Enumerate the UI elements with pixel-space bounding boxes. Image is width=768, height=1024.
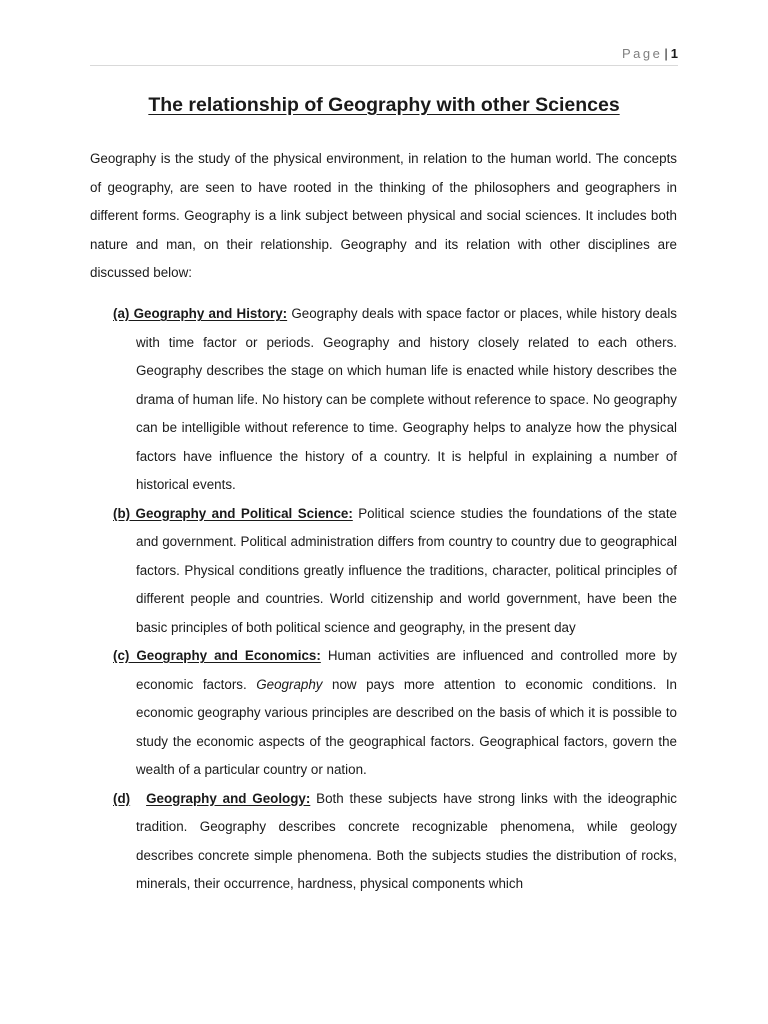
item-text: Geography deals with space factor or places, while history deals with time factor or periods. Geography and history closely related to each others. Geography describes the stage on which human life is enacted while history describes the drama of human life. No history can be complete without reference to space. No geography can be intelligible without reference to time. Geography helps to analyze how the physical factors have influence the history of a country. It is helpful in explaining a number of historical events. (136, 306, 677, 492)
item-text: Both these subjects have strong links with the ideographic tradition. Geography describes concrete recognizable phenomena, while geology describes concrete simple phenomena. Both the subjects studies the distribution of rocks, minerals, their occurrence, hardness, physical components which (136, 790, 677, 891)
list-item-political-science (90, 500, 677, 643)
page-label: Page (622, 46, 663, 61)
page-number: 1 (670, 46, 678, 61)
item-text: Human activities are influenced and controlled more by economic factors. (136, 648, 678, 692)
list-item-history (90, 300, 677, 500)
item-italic-word: Geography (256, 676, 323, 692)
item-text: Political science studies the foundations of the state and government. Political administration differs from country to country due to geographical factors. Physical conditions greatly influence the traditions, character, political principles of different people and countries. World citizenship and world government, have been the basic principles of both political science and geography, in the present day (136, 505, 677, 635)
page-header (90, 46, 678, 66)
item-label: (d) (113, 790, 131, 806)
item-heading: (a) Geography and History: (113, 306, 288, 321)
list-item-geology (90, 785, 677, 899)
page-separator: | (664, 46, 668, 61)
item-heading: (b) Geography and Political Science: (113, 505, 353, 521)
intro-paragraph: Geography is the study of the physical environment, in relation to the human world. The concepts of geography, are seen to have rooted in the thinking of the philosophers and geographers in different forms. Geography is a link subject between physical and social sciences. It includes both nature and man, on their relationship. Geography and its relation with other disciplines are discussed below: (90, 151, 677, 280)
list-item-economics (90, 642, 677, 785)
discipline-list (90, 300, 677, 899)
item-text: now pays more attention to economic conditions. In economic geography various principles are described on the basis of which it is possible to study the economic aspects of the geographical factors. Geographical factors, govern the wealth of a particular country or nation. (136, 676, 678, 777)
item-heading: Geography and Geology: (146, 790, 311, 806)
item-heading: (c) Geography and Economics: (113, 648, 321, 663)
document-title: The relationship of Geography with other Sciences (148, 94, 620, 116)
